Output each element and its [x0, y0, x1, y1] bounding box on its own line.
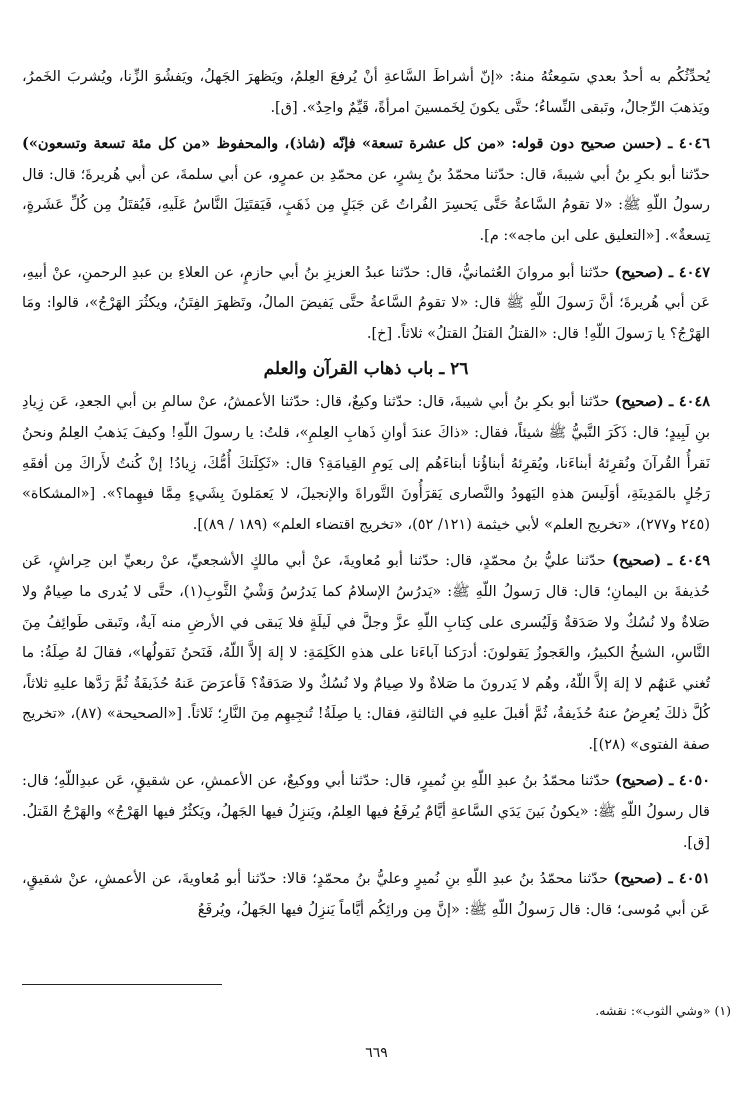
hadith-number: ٤٠٤٨ ـ	[668, 393, 711, 411]
page-number: ٦٦٩	[365, 1045, 388, 1061]
hadith-text: حدّثنا أبو بكرِ بنُ أبي شيبةَ، قال: حدّثنا وكيعٌ، قال: حدّثنا الأعمشُ، عنْ سالمِ بن أبي الجعدِ، عَن زِيادِ بنِ لَبِيدٍ؛ قال: ذَكَرَ النَّبيُّ ﷺ شيئاً، فقال: «ذاكَ عندَ أوانِ ذَهابِ العِلمِ»، قلتُ: يا رسولَ اللّهِ! وكيفَ يَذهبُ العِلمُ ونحنُ نَقرأُ القُرآنَ ونُقرِئهُ أبناءَنا، ويُقرِئهُ أبناؤُنا أبناءَهُم إلى يَومِ القِيامَةِ؟ قال: «ثَكِلَتكَ أُمُّكَ، زِيادُ! إنْ كُنتُ لأَراكَ مِن أفقَهِ رَجُلٍ بالمَدِينَةِ، أوَلَيسَ هذهِ اليَهودُ والنَّصارى يَقرَأُونَ التَّوراةَ والإنجيلَ، لا يَعمَلونَ بِشَيءٍ مِمَّا فيهِما؟». [«المشكاة» (٢٤٥ و٢٧٧)، «تخريج العلم» لأبي خيثمة (١٢١/ ٥٢)، «تخريج اقتضاء العلم» (١٨٩ / ٨٩)].	[22, 394, 710, 533]
hadith-4048	[22, 387, 710, 540]
hadith-number: ٤٠٤٧ ـ	[668, 263, 710, 281]
hadith-grade: (صحيح)	[614, 393, 664, 411]
hadith-grade: (صحيح)	[614, 263, 664, 281]
hadith-4050	[22, 766, 710, 858]
page-body	[22, 62, 710, 931]
hadith-text: حدّثنا عليُّ بنُ محمّدٍ، قال: حدّثنا أبو مُعاويةَ، عنْ أبي مالكٍ الأشجعيِّ، عنْ ربعيِّ ابن حِراشٍ، عَن حُذيفةَ بن اليمانِ؛ قال: قال رَسولُ اللّهِ ﷺ: «يَدرُسُ الإسلامُ كما يَدرُسُ وَشْيُ الثَّوبِ(١)، حتَّى لا يُدرى ما صِيامٌ ولا صَلاةٌ ولا نُسُكٌ ولا صَدَقةٌ وَلَيُسرى على كِتابِ اللّهِ عزَّ وجلَّ في لَيلَةٍ فلا يَبقى في الأرضِ منه آيةٌ، وتَبقى طَوائِفُ مِنَ النَّاسِ، الشيخُ الكبيرُ، والعَجوزُ يَقولونَ: أدرَكنا آباءَنا على هذهِ الكَلِمَةِ: لا إلهَ إلاَّ اللّهُ، فَنَحنُ نَقولُها»، فقالَ لهُ صِلَةُ: ما تُغني عَنهُم لا إلهَ إلاَّ اللّهُ، وهُم لا يَدرونَ ما صَلاةٌ ولا صِيامٌ ولا نُسُكٌ ولا صَدَقةٌ؟ فَأعرَضَ عَنهُ حُذَيفَةُ ثُمَّ رَدَّها عليهِ ثلاثاً، كُلَّ ذلكَ يُعرِضُ عنهُ حُذَيفةُ، ثُمَّ أقبلَ عليهِ في الثالثةِ، فقال: يا صِلَةُ! تُنجِيهِم مِنَ النَّارِ؛ ثَلاثاً. [«الصحيحة» (٨٧)، «تخريج صفة الفتوى» (٢٨)].	[22, 553, 711, 753]
hadith-grade: (حسن صحيح دون قوله: «من كل عشرة تسعة» فإنّه (شاذ)، والمحفوظ «من كل مئة تسعة وتسعون»)	[22, 135, 663, 153]
hadith-grade: (صحيح)	[615, 772, 665, 790]
intro-paragraph: يُحدِّثُكُم به أحدٌ بعدي سَمِعتُهُ منهُ: «إنّ أشراطَ السَّاعةِ أنْ يُرفعَ العِلمُ، ويَظهرَ الجَهلُ، ويَفشُوَ الزِّنا، ويُشربَ الخَمرُ، ويَذهبَ الرِّجالُ، وتَبقى النِّساءُ؛ حتَّى يكونَ لِخَمسينَ امرأةً، قَيِّمٌ واحِدٌ». [ق].	[22, 69, 710, 116]
footnote: (١) «وشي الثوب»: نقشه.	[595, 1003, 731, 1018]
chapter-heading: ٢٦ ـ باب ذهاب القرآن والعلم	[263, 359, 469, 380]
hadith-text: حدّثنا محمّدُ بنُ عبدِ اللّهِ بنِ نُميرٍ وعليُّ بنُ محمّدٍ؛ قالا: حدّثنا أبو مُعاويةَ، عن الأعمشِ، عنْ شقيقٍ، عَن أبي مُوسى؛ قال: قال رَسولُ اللّهِ ﷺ: «إنَّ مِن ورائِكُم أيَّاماً يَنزِلُ فيها الجَهلُ، ويُرفَعُ	[22, 871, 710, 918]
hadith-text: حدّثنا أبو بكرِ بنُ أبي شيبةَ، قال: حدّثنا محمّدُ بنُ بِشرٍ، عن محمّدِ بن عمرٍو، عن أبي سلمةَ، عن أبي هُريرةَ؛ قال: قال رسولُ اللّهِ ﷺ: «لا تقومُ السَّاعةُ حَتَّى يَحسِرَ الفُراتُ عَن جَبَلٍ مِن ذَهَبٍ، فَيَقتَتِلَ النَّاسُ عَلَيهِ، فَيُقتَلُ مِن كُلِّ عَشَرةٍ، تِسعةٌ». [«التعليق على ابن ماجه»: م].	[22, 166, 710, 244]
hadith-4047	[22, 258, 710, 350]
hadith-grade: (صحيح)	[612, 552, 662, 570]
hadith-number: ٤٠٥١ ـ	[668, 870, 711, 888]
footnote-divider	[22, 984, 222, 985]
hadith-4046	[22, 129, 710, 251]
hadith-text: حدّثنا أبو مروانَ العُثمانيُّ، قال: حدّثنا عبدُ العزيزِ بنُ أبي حازمٍ، عن العلاءِ بن عبدِ الرحمنِ، عنْ أبيهِ، عَن أبي هُريرةَ؛ أنَّ رَسولَ اللّهِ ﷺ قال: «لا تقومُ السَّاعةُ حتَّى يَفيضَ المالُ، وتَظهرَ الفِتَنُ، ويكثُرَ الهَرْجُ»، قالوا: ومَا الهَرْجُ؟ يا رَسولَ اللّهِ! قال: «القتلُ القتلُ القتلُ» ثلاثاً. [خ].	[22, 264, 710, 342]
hadith-text: حدّثنا محمّدُ بنُ عبدِ اللّهِ بنِ نُميرٍ، قال: حدّثنا أبي ووكيعٌ، عن الأعمشِ، عن شقيقٍ، عَن عبدِاللّهِ؛ قال: قال رسولُ اللّهِ ﷺ: «يكونُ بَينَ يَدَي السَّاعةِ أيَّامٌ يُرفَعُ فيها العِلمُ، ويَنزِلُ فيها الجَهلُ، ويَكثُرُ فيها الهَرْجُ» والهَرْجُ القَتلُ. [ق].	[22, 773, 710, 851]
hadith-4049	[22, 546, 710, 760]
hadith-4051	[22, 864, 710, 925]
hadith-number: ٤٠٥٠ ـ	[669, 772, 711, 790]
hadith-number: ٤٠٤٩ ـ	[667, 552, 710, 570]
hadith-number: ٤٠٤٦ ـ	[668, 135, 711, 153]
hadith-grade: (صحيح)	[613, 870, 663, 888]
